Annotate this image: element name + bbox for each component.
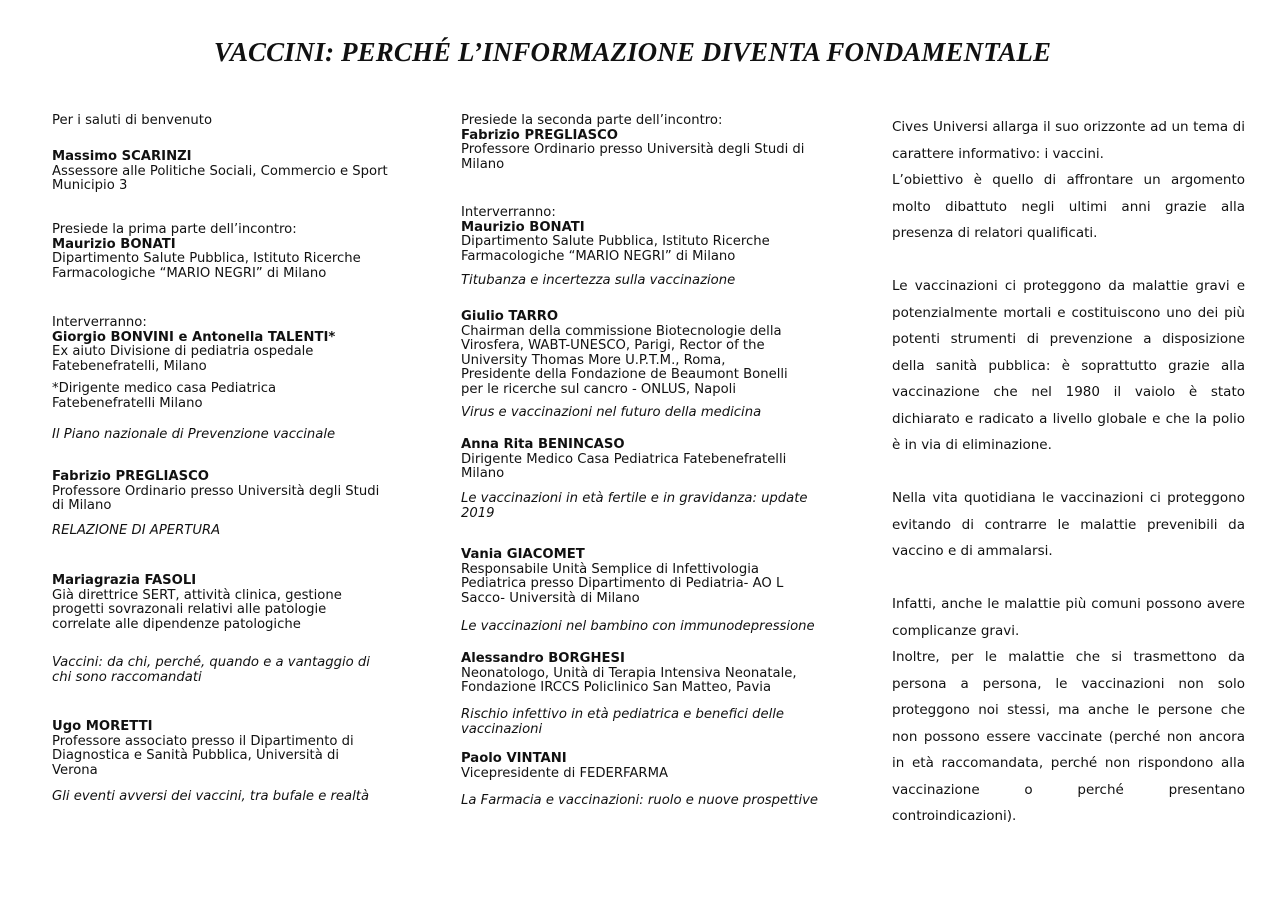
text-line: Già direttrice SERT, attività clinica, gestione: [52, 587, 342, 603]
talk-title: Virus e vaccinazioni nel futuro della medicina: [461, 405, 762, 420]
talk-fasoli: [52, 656, 370, 685]
speaker-scarinzi: [52, 150, 388, 194]
description-column: [892, 114, 1245, 856]
text-line: Milano: [461, 466, 505, 481]
text-line: *Dirigente medico casa Pediatrica: [52, 381, 277, 396]
text-line: per le ricerche sul cancro - ONLUS, Napoli: [461, 381, 736, 397]
text-line: Interverranno:: [52, 315, 147, 330]
talk-benincaso: [461, 492, 808, 521]
speaker-bonati-2: [461, 206, 770, 264]
paragraph-text: Infatti, anche le malattie più comuni possono avere complicanze gravi.: [892, 596, 1245, 639]
talk-borghesi: [461, 708, 784, 737]
text-line: Farmacologiche “MARIO NEGRI” di Milano: [52, 265, 327, 281]
text-line: Professore Ordinario presso Università degli Studi: [52, 483, 380, 499]
speaker-name: Massimo SCARINZI: [52, 149, 192, 164]
welcome-intro: [52, 114, 212, 129]
speaker-giacomet: [461, 548, 783, 606]
text-line: University Thomas More U.P.T.M., Roma,: [461, 352, 726, 368]
speaker-name: Alessandro BORGHESI: [461, 651, 625, 666]
chair-second-part: [461, 114, 804, 172]
paragraph-text: Inoltre, per le malattie che si trasmettono da persona a persona, le vaccinazioni non solo proteggono noi stessi, ma anche le persone che non possono essere vaccinate (perché non ancora in età raccomandata, perché non rispondono alla vaccinazione o perché presentano controindicazioni).: [892, 649, 1245, 824]
talk-title: Il Piano nazionale di Prevenzione vaccinale: [52, 427, 336, 442]
text-line: Ex aiuto Divisione di pediatria ospedale: [52, 344, 314, 359]
speaker-name: Giorgio BONVINI e Antonella TALENTI*: [52, 329, 336, 345]
speaker-name: Mariagrazia FASOLI: [52, 573, 197, 588]
talk-title: 2019: [461, 505, 495, 521]
talk-tarro: [461, 406, 761, 421]
speaker-name: Anna Rita BENINCASO: [461, 437, 625, 452]
speaker-vintani: [461, 752, 668, 781]
talk-title: vaccinazioni: [461, 721, 543, 737]
talk-title: chi sono raccomandati: [52, 669, 202, 685]
text-line: Chairman della commissione Biotecnologie della: [461, 323, 782, 339]
talk-title: Gli eventi avversi dei vaccini, tra bufale e realtà: [52, 789, 370, 804]
speaker-name: Fabrizio PREGLIASCO: [52, 469, 210, 484]
talk-piano-nazionale: [52, 428, 335, 443]
speaker-name: Fabrizio PREGLIASCO: [461, 127, 619, 143]
text-line: correlate alle dipendenze patologiche: [52, 616, 301, 632]
text-line: Professore Ordinario presso Università degli Studi di: [461, 142, 805, 157]
paragraph-text: Le vaccinazioni ci proteggono da malattie gravi e potenzialmente mortali e costituiscono uno dei più potenti strumenti di prevenzione a disposizione della sanità pubblica: è soprattutto grazie alla vaccinazione che nel 1980 il vaiolo è stato dichiarato e radicato a livello globale e che la polio è in via di eliminazione.: [892, 278, 1245, 453]
text-line: Fatebenefratelli Milano: [52, 395, 203, 411]
speaker-fasoli: [52, 574, 342, 632]
chair-first-part: [52, 223, 361, 281]
text-line: Presidente della Fondazione de Beaumont Bonelli: [461, 367, 788, 382]
speaker-name: Maurizio BONATI: [461, 219, 585, 235]
talk-giacomet: [461, 620, 815, 635]
speaker-name: Ugo MORETTI: [52, 719, 153, 734]
text-line: progetti sovrazonali relativi alle patologie: [52, 602, 327, 617]
text-line: Interverranno:: [461, 205, 556, 220]
speaker-moretti: [52, 720, 354, 778]
text-line: Municipio 3: [52, 178, 128, 193]
speaker-borghesi: [461, 652, 797, 696]
talk-moretti: [52, 790, 369, 805]
text-line: Verona: [52, 762, 98, 778]
text-line: Diagnostica e Sanità Pubblica, Università di: [52, 748, 340, 763]
talk-title: Titubanza e incertezza sulla vaccinazione: [461, 273, 736, 288]
talk-vintani: [461, 794, 818, 809]
description-paragraph: [892, 591, 1245, 830]
text-line: Per i saluti di benvenuto: [52, 113, 213, 128]
paragraph-text: L’obiettivo è quello di affrontare un argomento molto dibattuto negli ultimi anni grazie alla presenza di relatori qualificati.: [892, 172, 1245, 241]
speaker-name: Giulio TARRO: [461, 309, 559, 324]
speakers-first-part: [52, 316, 335, 374]
speaker-pregliasco-1: [52, 470, 379, 514]
talk-bonati: [461, 274, 735, 289]
description-paragraph: [892, 114, 1245, 247]
text-line: Sacco- Università di Milano: [461, 590, 640, 606]
speaker-tarro: [461, 310, 788, 397]
speaker-benincaso: [461, 438, 786, 482]
speaker-name: Paolo VINTANI: [461, 751, 567, 766]
note-dirigente: [52, 382, 276, 411]
description-paragraph: [892, 485, 1245, 565]
page-title: VACCINI: PERCHÉ L’INFORMAZIONE DIVENTA FONDAMENTALE: [213, 37, 1052, 67]
talk-title: Rischio infettivo in età pediatrica e benefici delle: [461, 707, 785, 722]
talk-title: Vaccini: da chi, perché, quando e a vantaggio di: [52, 655, 370, 670]
text-line: Dipartimento Salute Pubblica, Istituto Ricerche: [461, 234, 770, 249]
text-line: Fondazione IRCCS Policlinico San Matteo, Pavia: [461, 680, 772, 695]
text-line: Farmacologiche “MARIO NEGRI” di Milano: [461, 248, 736, 264]
text-line: Responsabile Unità Semplice di Infettivologia: [461, 561, 759, 577]
paragraph-text: Cives Universi allarga il suo orizzonte ad un tema di carattere informativo: i vaccini.: [892, 119, 1245, 162]
description-paragraph: [892, 273, 1245, 459]
talk-title: Le vaccinazioni in età fertile e in gravidanza: update: [461, 491, 808, 506]
speaker-name: Maurizio BONATI: [52, 236, 176, 252]
text-line: Virosfera, WABT-UNESCO, Parigi, Rector of the: [461, 338, 765, 353]
talk-title: La Farmacia e vaccinazioni: ruolo e nuove prospettive: [461, 793, 819, 808]
text-line: Dirigente Medico Casa Pediatrica Fatebenefratelli: [461, 451, 787, 467]
text-line: Assessore alle Politiche Sociali, Commercio e Sport: [52, 163, 388, 179]
text-line: Pediatrica presso Dipartimento di Pediatria- AO L: [461, 576, 784, 591]
paragraph-text: Nella vita quotidiana le vaccinazioni ci proteggono evitando di contrarre le malattie prevenibili da vaccino e di ammalarsi.: [892, 490, 1245, 559]
text-line: Professore associato presso il Dipartimento di: [52, 733, 354, 749]
text-line: di Milano: [52, 498, 112, 513]
text-line: Presiede la seconda parte dell’incontro:: [461, 113, 723, 128]
talk-relazione-apertura: [52, 524, 220, 539]
text-line: Neonatologo, Unità di Terapia Intensiva Neonatale,: [461, 665, 797, 681]
speaker-name: Vania GIACOMET: [461, 547, 585, 562]
text-line: Fatebenefratelli, Milano: [52, 358, 207, 374]
talk-title: RELAZIONE DI APERTURA: [52, 523, 221, 538]
text-line: Presiede la prima parte dell’incontro:: [52, 222, 297, 237]
text-line: Milano: [461, 156, 505, 172]
text-line: Vicepresidente di FEDERFARMA: [461, 765, 668, 781]
text-line: Dipartimento Salute Pubblica, Istituto Ricerche: [52, 251, 361, 266]
talk-title: Le vaccinazioni nel bambino con immunodepressione: [461, 619, 815, 634]
